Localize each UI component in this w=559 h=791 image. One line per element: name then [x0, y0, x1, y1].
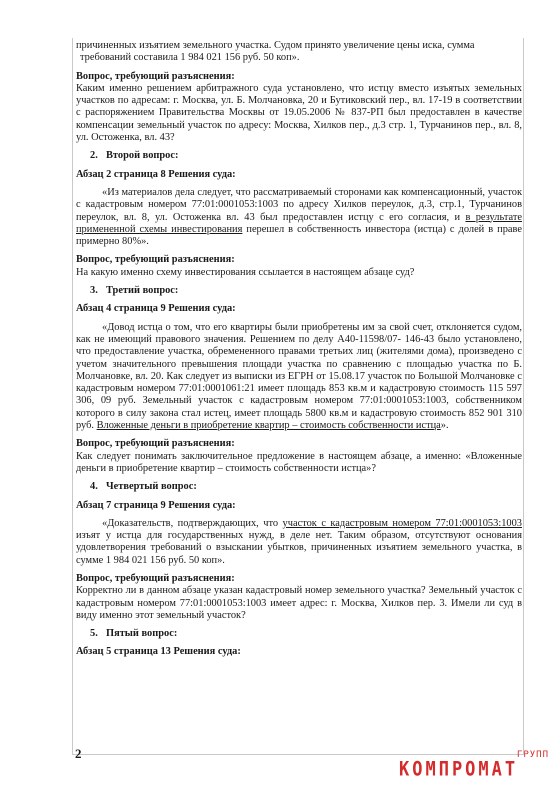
quote-part: «Из материалов дела следует, что рассматриваемый сторонами как компенсационный, участок с кадастровым номером 77:01:0001053:1003 по адресу Хилков переулок, д.3, стр.1, Турчанинов переулок, вл. 8, ул. Остоженка вл. 43 был предоставлен истцу с его согласия, и — [76, 186, 522, 223]
watermark-logo — [399, 752, 551, 782]
text-line: требований составила 1 984 021 156 руб. 50 коп». — [80, 52, 300, 64]
paragraph-reference: Абзац 2 страница 8 Решения суда: — [76, 168, 236, 180]
question-text: Как следует понимать заключительное предложение в настоящем абзаце, а именно: «Вложенные деньги в приобретение квартир – стоимость собственности истца»? — [76, 450, 522, 474]
quote-underlined: участок с кадастровым номером 77:01:0001053:1003 — [282, 517, 522, 529]
question-heading: Вопрос, требующий разъяснения: — [76, 572, 235, 584]
section-heading — [76, 628, 522, 640]
page-number: 2 — [75, 746, 82, 761]
section-heading — [76, 285, 522, 297]
quote-part: перешел в собственность инвестора (истца) с долей в праве примерно 80%». — [76, 223, 522, 248]
question-text: На какую именно схему инвестирования ссылается в настоящем абзаце суд? — [76, 266, 415, 278]
section-number: 5. — [90, 628, 98, 640]
logo-group-text: ГРУПП — [516, 750, 549, 760]
section-heading — [76, 150, 522, 162]
text-line: причиненных изъятием земельного участка. Судом принято увеличение цены иска, сумма — [76, 40, 475, 51]
quote-part: «Доказательств, подтверждающих, что — [102, 517, 283, 529]
section-number: 3. — [90, 285, 98, 297]
section-title: Третий вопрос: — [106, 285, 179, 297]
question-heading: Вопрос, требующий разъяснения: — [76, 70, 235, 82]
quote-part: «Довод истца о том, что его квартиры были приобретены им за свой счет, отклоняется судом, как не имеющий правового значения. Решением по делу А40-11598/07- 146-43 было установлено, что предоставление участка, обремененного правами третьих лиц (жителями дома), произведено с учетом значительного превышения площади участка по сравнению с площадью участка по Б. Молчановке, вл. 20. Как следует из выписки из ЕГРН от 15.08.17 участок по Большой Молчановке с кадастровым номером 77:01:0001061:21 имеет площадь 853 кв.м и кадастровую стоимость 115 597 306, 09 руб. Земельный участок с кадастровым номером 77:01:0001053:1003, собственником которого в силу закона стал истец, имеет площадь 5800 кв.м и кадастровую стоимость 852 901 310 руб. — [76, 321, 522, 432]
quote-underlined: в результате примененной схемы инвестирования — [76, 211, 522, 235]
section-title: Второй вопрос: — [106, 150, 179, 162]
quote-underlined: Вложенные деньги в приобретение квартир – стоимость собственности истца — [96, 420, 441, 432]
document-body — [76, 40, 522, 659]
paragraph-reference: Абзац 5 страница 13 Решения суда: — [76, 646, 241, 658]
quote-text — [76, 322, 522, 433]
quote-part: ». — [440, 420, 449, 432]
section-heading — [76, 481, 522, 493]
quote-text — [76, 518, 522, 567]
quote-text — [76, 187, 522, 248]
section-number: 2. — [90, 150, 98, 162]
logo-text: КОМПРОМАТ — [399, 758, 519, 781]
paragraph-reference: Абзац 4 страница 9 Решения суда: — [76, 303, 236, 315]
question-text: Корректно ли в данном абзаце указан кадастровый номер земельного участка? Земельный участок с кадастровым номером 77:01:0001053:1003 имеет адрес: г. Москва, Хилков пер. 3. Имели ли суд в виду именно этот земельный участок? — [76, 585, 522, 621]
question-heading: Вопрос, требующий разъяснения: — [76, 254, 235, 266]
question-heading: Вопрос, требующий разъяснения: — [76, 438, 235, 450]
quote-part: изъят у истца для государственных нужд, в деле нет. Таким образом, отсутствуют основания удовлетворения требований о взыскании убытков, причиненных изъятием земельного участка, в сумме 1 984 021 156 руб. 50 коп». — [76, 530, 522, 566]
section-number: 4. — [90, 481, 98, 493]
paragraph-reference: Абзац 7 страница 9 Решения суда: — [76, 499, 236, 511]
section-title: Четвертый вопрос: — [106, 481, 197, 493]
section-title: Пятый вопрос: — [106, 628, 178, 640]
question-text: Каким именно решением арбитражного суда установлено, что истцу вместо изъятых земельных участков по адресам: г. Москва, ул. Б. Молчановка, 20 и Бутиковский пер., вл. 17-19 в соответствии с распоряжением Правительства Москвы от 19.05.2006 № 837-РП был предоставлен в качестве компенсации земельный участок по адресу: Москва, Хилков пер., д.3 стр. 1, Турчанинов пер., вл. 8, ул. Остоженка, вл. 43? — [76, 82, 522, 144]
